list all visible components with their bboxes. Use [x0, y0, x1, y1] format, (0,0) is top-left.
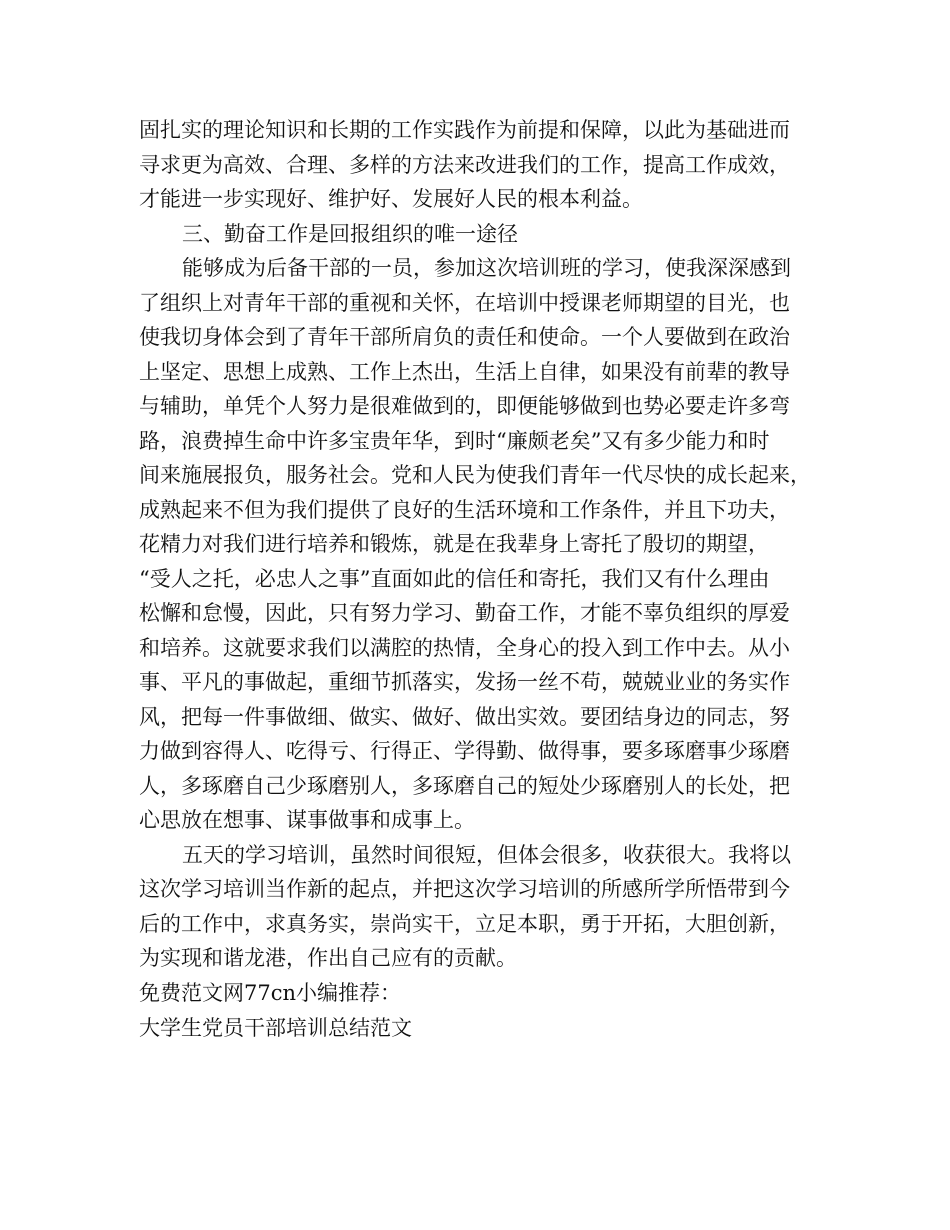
- document-body: [139, 113, 829, 1046]
- paragraph-line: 间来施展报负，服务社会。党和人民为使我们青年一代尽快的成长起来，: [139, 463, 811, 487]
- paragraph-line: 这次学习培训当作新的起点，并把这次学习培训的所感所学所悟带到今: [139, 877, 790, 901]
- paragraph-line: 了组织上对青年干部的重视和关怀，在培训中授课老师期望的目光，也: [139, 290, 790, 315]
- paragraph-line: 成熟起来不但为我们提供了良好的生活环境和工作条件，并且下功夫，: [139, 497, 790, 522]
- paragraph-line: 为实现和谐龙港，作出自己应有的贡献。: [139, 946, 517, 970]
- paragraph-line: 力做到容得人、吃得亏、行得正、学得勤、做得事，要多琢磨事少琢磨: [139, 739, 790, 763]
- paragraph-line: 寻求更为高效、合理、多样的方法来改进我们的工作，提高工作成效，: [139, 152, 790, 177]
- paragraph-line: 使我切身体会到了青年干部所肩负的责任和使命。一个人要做到在政治: [139, 325, 790, 349]
- paragraph-line: 上坚定、思想上成熟、工作上杰出，生活上自律，如果没有前辈的教导: [139, 359, 790, 384]
- paragraph-line: 心思放在想事、谋事做事和成事上。: [139, 808, 475, 832]
- recommendation-block: [139, 976, 829, 1046]
- paragraph-line: 和培养。这就要求我们以满腔的热情，全身心的投入到工作中去。从小: [139, 635, 790, 660]
- paragraph-line: 才能进一步实现好、维护好、发展好人民的根本利益。: [139, 187, 643, 211]
- paragraph-line: 风，把每一件事做细、做实、做好、做出实效。要团结身边的同志，努: [139, 704, 790, 729]
- paragraph-line: 与辅助，单凭个人努力是很难做到的，即便能够做到也势必要走许多弯: [139, 394, 790, 418]
- paragraph-line: 松懈和怠慢，因此，只有努力学习、勤奋工作，才能不辜负组织的厚爱: [139, 601, 790, 625]
- paragraph-line: 后的工作中，求真务实，崇尚实干，立足本职，勇于开拓，大胆创新，: [139, 911, 790, 936]
- section-heading: 三、勤奋工作是回报组织的唯一途径: [182, 221, 518, 246]
- paragraph-line: 路，浪费掉生命中许多宝贵年华，到时“廉颇老矣”又有多少能力和时: [139, 428, 770, 453]
- paragraph-line: 五天的学习培训，虽然时间很短，但体会很多，收获很大。我将以: [182, 842, 791, 867]
- paragraph-line: 人，多琢磨自己少琢磨别人，多琢磨自己的短处少琢磨别人的长处，把: [139, 773, 790, 798]
- paragraph-line: 花精力对我们进行培养和锻炼，就是在我辈身上寄托了殷切的期望，: [139, 532, 769, 556]
- paragraph-line: 固扎实的理论知识和长期的工作实践作为前提和保障，以此为基础进而: [139, 118, 790, 142]
- paragraph-line: 事、平凡的事做起，重细节抓落实，发扬一丝不苟，兢兢业业的务实作: [139, 670, 790, 694]
- paragraph-line: “受人之托，必忠人之事”直面如此的信任和寄托，我们又有什么理由: [139, 566, 770, 591]
- recommend-label: 免费范文网77cn小编推荐：: [139, 980, 402, 1005]
- recommended-article-link[interactable]: 大学生党员干部培训总结范文: [139, 1015, 412, 1040]
- paragraph-line: 能够成为后备干部的一员，参加这次培训班的学习，使我深深感到: [182, 256, 791, 280]
